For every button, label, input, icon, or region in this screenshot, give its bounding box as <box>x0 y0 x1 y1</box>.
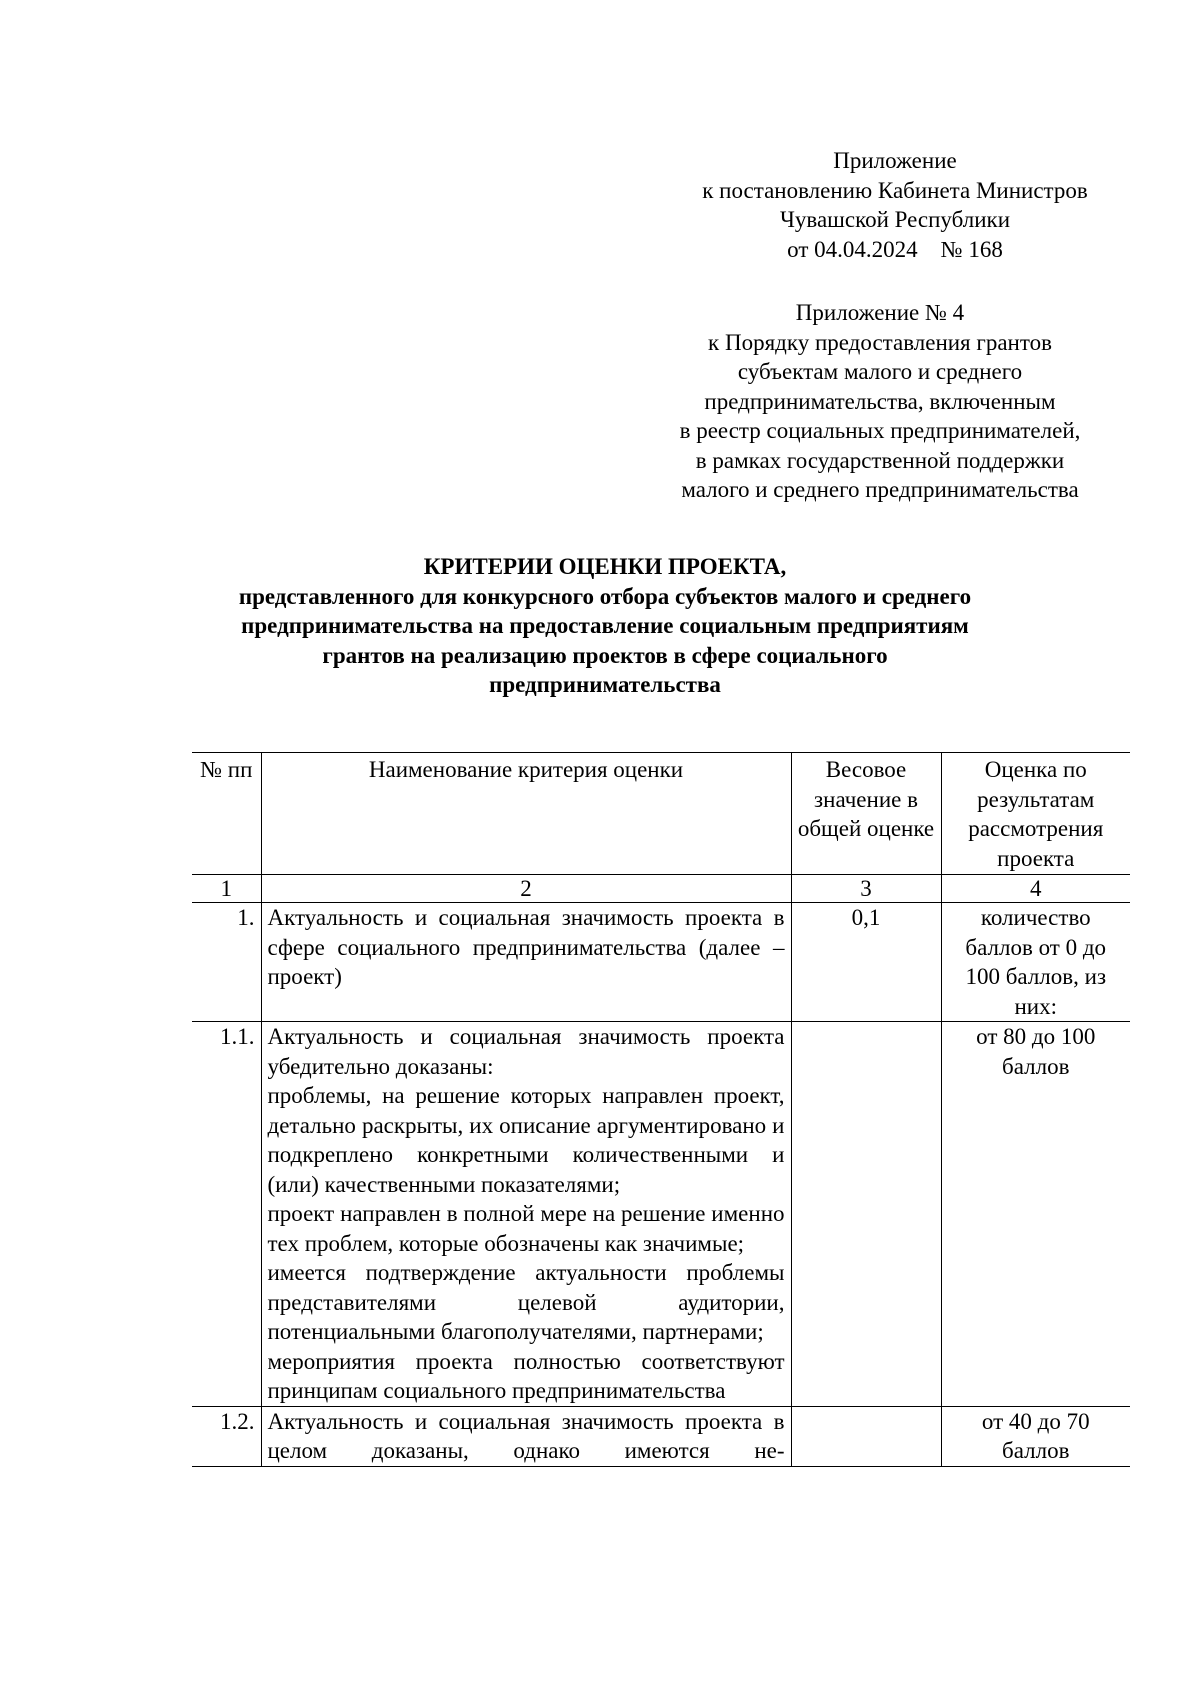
row-num: 1. <box>192 903 261 1022</box>
header-score-label: Оценка по результатам рассмотрения проекта <box>968 757 1104 871</box>
column-number: 3 <box>791 875 941 903</box>
title-line: представленного для конкурсного отбора субъектов малого и среднего <box>238 583 972 609</box>
column-number: 2 <box>261 875 791 903</box>
row-weight <box>791 1022 941 1407</box>
appendix-line: к постановлению Кабинета Министров <box>702 177 1088 203</box>
table-row <box>192 1406 1130 1466</box>
column-numbers-row <box>192 875 1130 903</box>
row-criterion <box>261 903 791 1022</box>
row-weight <box>791 1406 941 1466</box>
appendix-line: Приложение № 4 <box>795 300 965 325</box>
column-number: 1 <box>192 875 261 903</box>
header-score <box>941 753 1130 875</box>
row-score: от 80 до 100 баллов <box>941 1022 1130 1407</box>
appendix-date-number: от 04.04.2024 № 168 <box>787 236 1003 262</box>
appendix-line: Чувашской Республики <box>779 207 1011 232</box>
criterion-text: Актуальность и социальная значимость проекта в целом доказаны, однако имеются не- <box>267 1408 785 1463</box>
table-row <box>192 903 1130 1022</box>
row-criterion <box>261 1022 791 1407</box>
criterion-text: имеется подтверждение актуальности проблемы представителями целевой аудитории, потенциальными благополучателями, партнерами; <box>267 1260 785 1344</box>
criterion-text: проект направлен в полной мере на решение именно тех проблем, которые обозначены как значимые; <box>267 1201 785 1256</box>
criterion-text: Актуальность и социальная значимость проекта убедительно доказаны: <box>267 1024 785 1079</box>
row-criterion <box>261 1406 791 1466</box>
row-score: от 40 до 70 баллов <box>941 1406 1130 1466</box>
appendix-line: малого и среднего предпринимательства <box>681 477 1079 502</box>
appendix-resolution-header <box>660 146 1130 264</box>
row-num: 1.1. <box>192 1022 261 1407</box>
criterion-text: Актуальность и социальная значимость проекта в сфере социального предпринимательства (далее – проект) <box>267 905 785 989</box>
criterion-text: мероприятия проекта полностью соответствуют принципам социального предпринимательства <box>267 1348 785 1403</box>
header-num <box>192 753 261 875</box>
row-score: количество баллов от 0 до 100 баллов, из них: <box>941 903 1130 1022</box>
criteria-table <box>192 752 1130 1467</box>
row-num: 1.2. <box>192 1406 261 1466</box>
criterion-text: проблемы, на решение которых направлен проект, детально раскрыты, их описание аргументировано и подкреплено конкретными количественными и (или) качественными показателями; <box>267 1083 785 1197</box>
header-weight-label: Весовое значение в общей оценке <box>797 757 935 841</box>
title-line: предпринимательства на предоставление социальным предприятиям <box>241 613 969 638</box>
title-line: КРИТЕРИИ ОЦЕНКИ ПРОЕКТА, <box>423 554 787 579</box>
appendix-line: предпринимательства, включенным <box>704 388 1056 414</box>
appendix-4-header <box>630 298 1130 505</box>
table-row <box>192 1022 1130 1407</box>
appendix-line: субъектам малого и среднего <box>737 359 1023 384</box>
title-line: предпринимательства <box>489 672 721 697</box>
appendix-line: к Порядку предоставления грантов <box>708 329 1052 355</box>
header-weight <box>791 753 941 875</box>
header-name <box>261 753 791 875</box>
table-header-row <box>192 753 1130 875</box>
appendix-line: в реестр социальных предпринимателей, <box>679 418 1081 443</box>
title-line: грантов на реализацию проектов в сфере социального <box>322 642 888 668</box>
document-title <box>180 552 1030 700</box>
row-weight: 0,1 <box>791 903 941 1022</box>
appendix-line: в рамках государственной поддержки <box>695 447 1065 473</box>
appendix-line: Приложение <box>833 148 957 173</box>
header-name-label: Наименование критерия оценки <box>368 757 684 782</box>
header-num-label: № пп <box>200 757 253 782</box>
column-number: 4 <box>941 875 1130 903</box>
